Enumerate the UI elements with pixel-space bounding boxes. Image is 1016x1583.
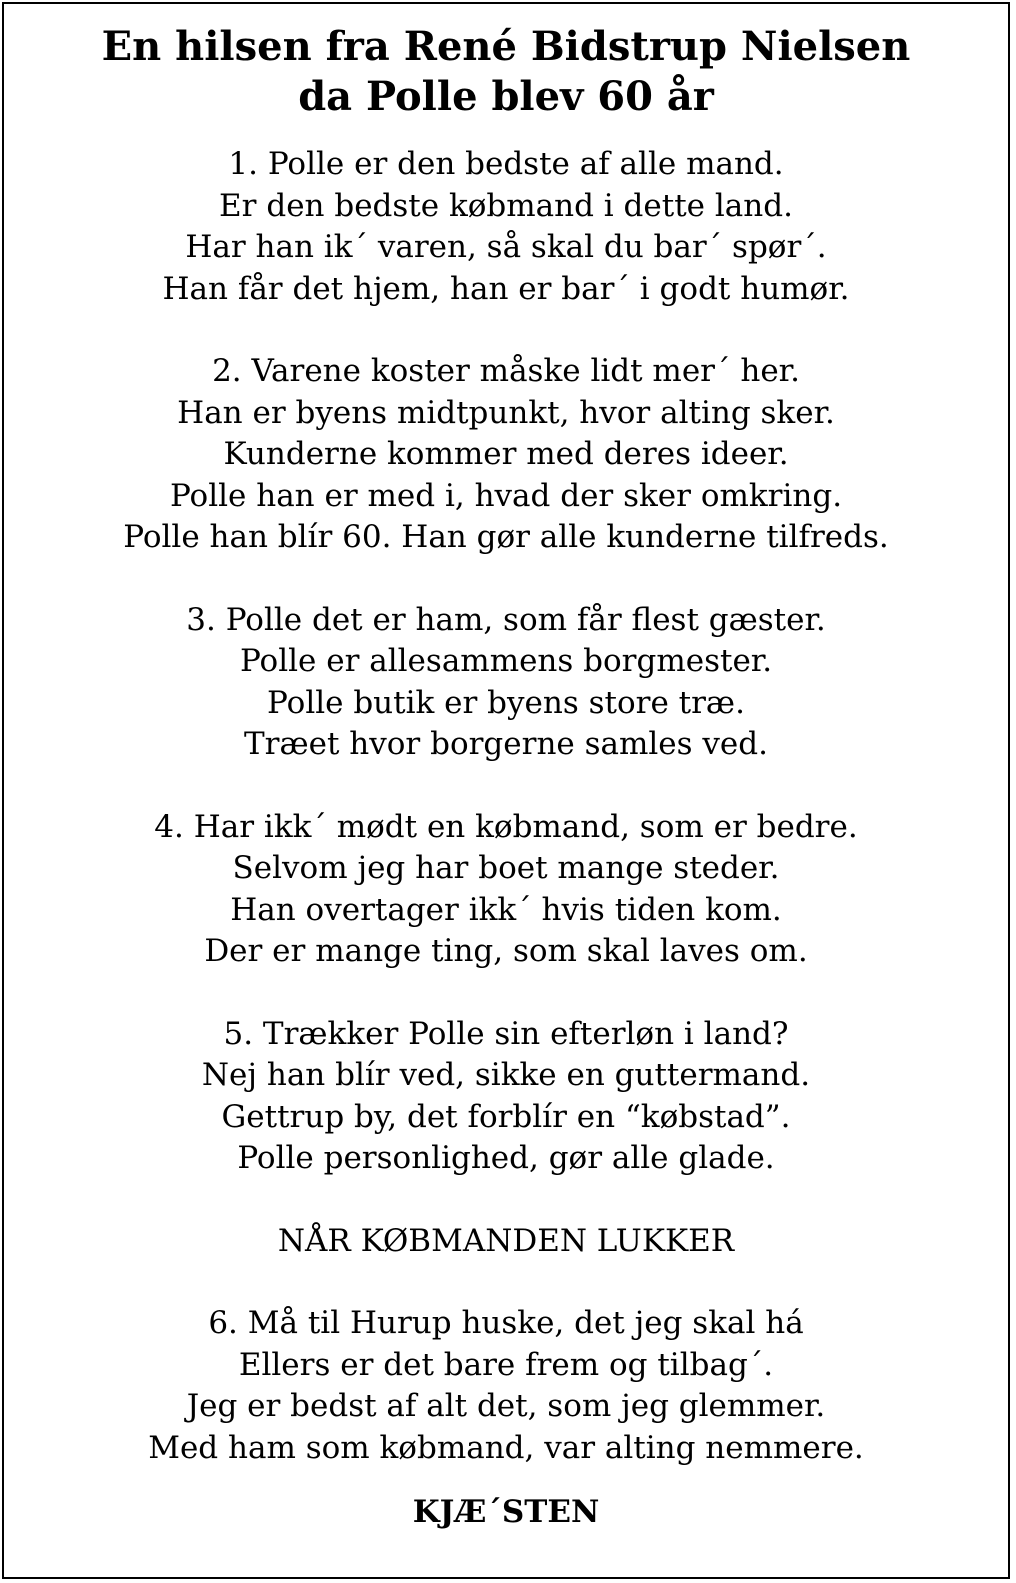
greeting-ad [2, 2, 1010, 1579]
verse-line: Jeg er bedst af alt det, som jeg glemmer. [186, 1388, 826, 1424]
verse-line: Han er byens midtpunkt, hvor alting sker. [177, 394, 835, 431]
verse-line: 4. Har ikk´ mødt en købmand, som er bedre. [154, 808, 858, 845]
verse-line: 2. Varene koster måske lidt mer´ her. [212, 353, 800, 389]
verse-line: Polle personlighed, gør alle glade. [237, 1140, 775, 1176]
title-line-2: da Polle blev 60 år [298, 73, 714, 120]
signature: KJÆ´STEN [412, 1494, 600, 1530]
verse-line: Polle butik er byens store træ. [267, 684, 745, 721]
greeting-title [4, 22, 1008, 122]
verse-line: Der er mange ting, som skal laves om. [204, 933, 808, 969]
verse-line: Polle han blír 60. Han gør alle kunderne tilfreds. [123, 519, 889, 555]
verse-line: Har han ik´ varen, så skal du bar´ spør´. [185, 229, 827, 265]
verse-line: Ellers er det bare frem og tilbag´. [238, 1346, 774, 1383]
stanza-4 [4, 807, 1008, 973]
verse-line: 1. Polle er den bedste af alle mand. [228, 146, 784, 182]
stanza-3 [4, 600, 1008, 766]
verse-line: Han får det hjem, han er bar´ i godt humør. [162, 270, 850, 307]
stanza-6 [4, 1303, 1008, 1469]
title-line-1: En hilsen fra René Bidstrup Nielsen [101, 23, 911, 70]
verse-line: Selvom jeg har boet mange steder. [232, 850, 780, 886]
verse-line: Han overtager ikk´ hvis tiden kom. [230, 891, 782, 928]
verse-line: Nej han blír ved, sikke en guttermand. [201, 1057, 811, 1093]
verse-line: Polle er allesammens borgmester. [239, 643, 773, 679]
poem [4, 144, 1008, 1532]
verse-line: 3. Polle det er ham, som får flest gæster. [186, 601, 826, 638]
verse-line: 6. Må til Hurup huske, det jeg skal há [208, 1305, 804, 1341]
verse-line: Kunderne kommer med deres ideer. [223, 436, 789, 472]
stanza-2 [4, 351, 1008, 559]
section-caption: NÅR KØBMANDEN LUKKER [277, 1222, 735, 1259]
verse-line: Med ham som købmand, var alting nemmere. [148, 1429, 864, 1466]
stanza-5 [4, 1014, 1008, 1180]
verse-line: 5. Trækker Polle sin efterløn i land? [223, 1015, 789, 1052]
stanza-1 [4, 144, 1008, 310]
verse-line: Gettrup by, det forblír en “købstad”. [221, 1098, 791, 1135]
verse-line: Træet hvor borgerne samles ved. [244, 726, 768, 762]
verse-line: Er den bedste købmand i dette land. [219, 187, 793, 224]
verse-line: Polle han er med i, hvad der sker omkring. [169, 477, 843, 514]
